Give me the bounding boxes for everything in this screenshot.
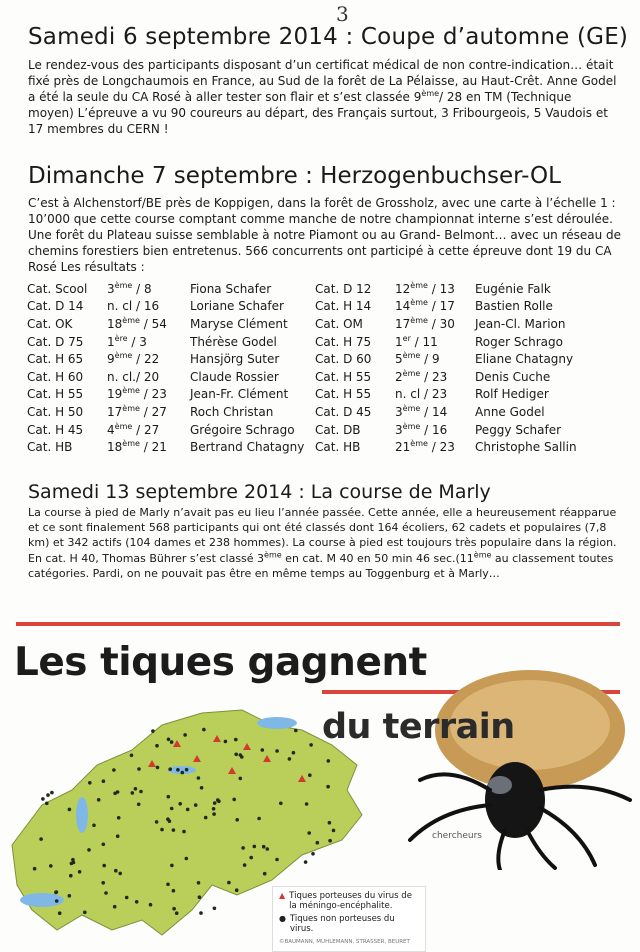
runner-name: Jean-Fr. Clément bbox=[190, 387, 289, 402]
map-legend bbox=[272, 886, 426, 952]
category: Cat. H 55 bbox=[27, 387, 84, 402]
section-title: Samedi 6 septembre 2014 : Coupe d’automne (GE) bbox=[28, 24, 629, 50]
runner-name: Roger Schrago bbox=[475, 334, 563, 349]
category: Cat. H 50 bbox=[27, 404, 84, 419]
category: Cat. H 14 bbox=[315, 299, 372, 314]
runner-name: Bastien Rolle bbox=[475, 299, 553, 314]
result-row bbox=[27, 438, 577, 456]
runner-name: Hansjörg Suter bbox=[190, 352, 280, 367]
result-row bbox=[27, 386, 577, 404]
results-table bbox=[27, 280, 577, 456]
runner-name: Eugénie Falk bbox=[475, 281, 551, 296]
page-number: 3 bbox=[336, 2, 349, 26]
result-row bbox=[27, 421, 577, 439]
runner-name: Loriane Schafer bbox=[190, 299, 284, 314]
category: Cat. D 45 bbox=[315, 404, 372, 419]
rank: 4ème / 27 bbox=[107, 421, 160, 437]
rank: 3ème / 16 bbox=[395, 421, 448, 437]
category: Cat. D 75 bbox=[27, 334, 84, 349]
rank: 3ème / 8 bbox=[107, 280, 152, 296]
rank: 17ème / 27 bbox=[107, 403, 167, 419]
result-row bbox=[27, 280, 577, 298]
clipping-subheadline: du terrain bbox=[322, 707, 515, 747]
rank: 1er / 11 bbox=[395, 333, 438, 349]
rank: 17ème / 30 bbox=[395, 315, 455, 331]
runner-name: Christophe Sallin bbox=[475, 440, 577, 455]
rank: 2ème / 23 bbox=[395, 368, 448, 384]
result-row bbox=[27, 403, 577, 421]
category: Cat. DB bbox=[315, 422, 361, 437]
result-row bbox=[27, 298, 577, 316]
section-title: Dimanche 7 septembre : Herzogenbuchser-OL bbox=[28, 163, 561, 189]
rank: 3ème / 14 bbox=[395, 403, 448, 419]
runner-name: Roch Christan bbox=[190, 404, 274, 419]
clipping-small-caption: chercheurs bbox=[432, 831, 482, 841]
black-dot-icon: ● bbox=[279, 914, 286, 923]
red-triangle-icon: ▲ bbox=[279, 891, 286, 900]
runner-name: Bertrand Chatagny bbox=[190, 440, 305, 455]
legend-infected: Tiques porteuses du virus de la méningo-encéphalite. bbox=[289, 891, 412, 911]
category: Cat. H 45 bbox=[27, 422, 84, 437]
category: Cat. H 75 bbox=[315, 334, 372, 349]
rank: 9ème / 22 bbox=[107, 351, 160, 367]
runner-name: Fiona Schafer bbox=[190, 281, 272, 296]
category: Cat. H 65 bbox=[27, 352, 84, 367]
tick-photo bbox=[380, 670, 640, 870]
category: Cat. OK bbox=[27, 316, 73, 331]
category: Cat. OM bbox=[315, 316, 363, 331]
result-row bbox=[27, 333, 577, 351]
runner-name: Grégoire Schrago bbox=[190, 422, 295, 437]
result-row bbox=[27, 368, 577, 386]
clipping-top-rule bbox=[16, 622, 620, 626]
runner-name: Peggy Schafer bbox=[475, 422, 562, 437]
legend-not-infected: Tiques non porteuses du virus. bbox=[289, 914, 395, 934]
runner-name: Jean-Cl. Marion bbox=[475, 316, 566, 331]
section-title: Samedi 13 septembre 2014 : La course de Marly bbox=[28, 481, 491, 503]
section-paragraph: Le rendez-vous des participants disposant d’un certificat médical de non contre-indication… était fixé près de Longchaumois en France, au Sud de la forêt de La Pélaisse, au Haut-Crêt. Anne Godel a été la seule du CA Rosé à aller tester son flair et s’est classée 9ème/ 28 en TM (Technique moyen) L’épreuve a vu 90 coureurs au départ, des Français surtout, 3 Fribourgeois, 5 Vaudois et 17 membres du CERN ! bbox=[28, 58, 617, 136]
rank: 12ème / 13 bbox=[395, 280, 455, 296]
photo-credit: ©BAUMANN, MUHLEMANN, STRASSER, BEURET bbox=[279, 939, 410, 945]
result-row bbox=[27, 350, 577, 368]
rank: 21ème / 23 bbox=[395, 439, 455, 455]
category: Cat. HB bbox=[315, 440, 361, 455]
rank: 5ème / 9 bbox=[395, 351, 440, 367]
category: Cat. H 55 bbox=[315, 387, 372, 402]
runner-name: Maryse Clément bbox=[190, 316, 288, 331]
runner-name: Anne Godel bbox=[475, 404, 545, 419]
category: Cat. H 55 bbox=[315, 369, 372, 384]
result-row bbox=[27, 315, 577, 333]
runner-name: Thérèse Godel bbox=[190, 334, 277, 349]
runner-name: Denis Cuche bbox=[475, 369, 551, 384]
rank: n. cl / 23 bbox=[395, 387, 448, 402]
category: Cat. H 60 bbox=[27, 369, 84, 384]
category: Cat. Scool bbox=[27, 281, 88, 296]
section-paragraph: La course à pied de Marly n’avait pas eu lieu l’année passée. Cette année, elle a heureusement réapparue et ce sont finalement 568 participants qui ont été classés dont 164 écoliers, 62 cadets et populaires (7,8 km) et 342 actifs (104 dames et 238 hommes). La course à pied est toujours très populaire dans la région. En cat. H 40, Thomas Bührer s’est classé 3ème en cat. M 40 en 50 min 46 sec.(11ème au classement toutes catégories. Pardi, on ne pouvait pas être en même temps au Toggenburg et à Marly… bbox=[28, 506, 617, 580]
runner-name: Claude Rossier bbox=[190, 369, 279, 384]
runner-name: Rolf Hediger bbox=[475, 387, 549, 402]
rank: 14ème / 17 bbox=[395, 298, 455, 314]
category: Cat. HB bbox=[27, 440, 73, 455]
clipping-headline: Les tiques gagnent bbox=[14, 640, 427, 685]
category: Cat. D 14 bbox=[27, 299, 84, 314]
rank: n. cl./ 20 bbox=[107, 369, 160, 384]
category: Cat. D 12 bbox=[315, 281, 372, 296]
runner-name: Eliane Chatagny bbox=[475, 352, 574, 367]
rank: 1ère / 3 bbox=[107, 333, 147, 349]
section-paragraph: C’est à Alchenstorf/BE près de Koppigen, dans la forêt de Grossholz, avec une carte à l’échelle 1 : 10’000 que cette course comptant comme manche de notre championnat interne s’est déroulée. Une forêt du Plateau suisse semblable à notre Piamont ou au Grand- Belmont… avec un réseau de chemins forestiers bien entretenus. 566 concurrents ont participé à cette épreuve dont 19 du CA Rosé Les résultats : bbox=[28, 196, 622, 274]
rank: n. cl / 16 bbox=[107, 299, 160, 314]
category: Cat. D 60 bbox=[315, 352, 372, 367]
rank: 18ème / 54 bbox=[107, 315, 167, 331]
rank: 18ème / 21 bbox=[107, 439, 167, 455]
rank: 19ème / 23 bbox=[107, 386, 167, 402]
